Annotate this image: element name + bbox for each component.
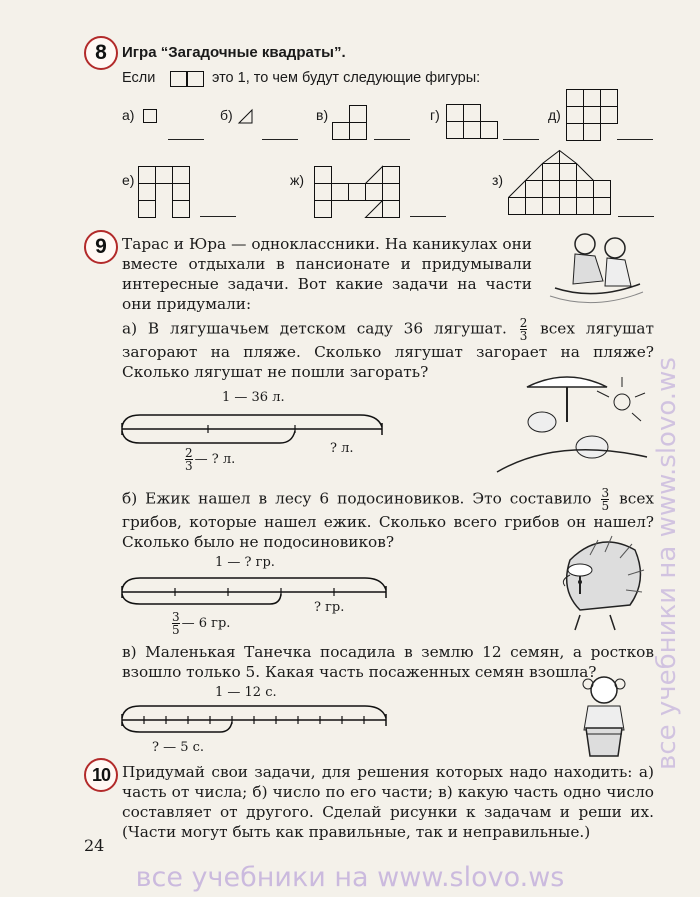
hedgehog-illustration [540,530,650,640]
figure-label-e: д) [548,107,561,123]
diagram-a-top-label: 1 — 36 л. [222,390,285,405]
diagram-c-bottom-label: ? — 5 с. [152,740,205,755]
figure-label-c: в) [316,107,329,123]
diagram-a-bottom-label: $\frac{2}{3}$ — ? л. [185,446,236,473]
frogs-mushroom-illustration [497,367,647,477]
diagram-c-segment [120,698,390,742]
diagram-b-top-label: 1 — ? гр. [215,555,275,570]
task-8-intro-left: Если [122,70,156,86]
answer-blank-a[interactable] [168,138,204,140]
task-8-number-badge: 8 [84,36,118,70]
task-8-title: Игра “Загадочные квадраты”. [122,44,346,61]
task-9b-fraction: $\frac{3}{5}$ [601,486,610,513]
task-9a-text-1: а) В лягушачьем детском саду 36 лягушат. [122,319,507,338]
task-10-text: Придумай свои задачи, для решения которых надо находить: а) часть от числа; б) число по его части; в) какую часть одно число составляет от другого. Сделай рисунки к задачам и реши их. (Части могут быть как правильные, так и неправильные.) [122,763,654,841]
figure-a-square [143,109,159,125]
watermark-side: все учебники на www.slovo.ws [652,357,682,770]
figure-label-g: ж) [290,172,305,188]
figure-c-shape [332,105,368,141]
page-number: 24 [84,836,105,855]
watermark-bottom: все учебники на www.slovo.ws [135,862,565,893]
task-9a-fraction: $\frac{2}{3}$ [519,316,528,343]
task-9-intro-text: Тарас и Юра — одноклассники. На каникулах они вместе отдыхали в пансионате и придумывали интересные задачи. Вот какие задачи на части они придумали: [122,235,532,313]
unit-domino-figure [170,71,206,87]
figure-e-shape [566,89,620,143]
task-9-intro-block [122,234,532,314]
figure-b-triangle [238,109,254,125]
task-9-number-badge: 9 [84,230,118,264]
figure-label-d: г) [430,107,440,123]
task-10-number-badge: 10 [84,758,118,792]
diagram-b-right-label: ? гр. [314,600,345,615]
task-9b-text-2: всех грибов, которые нашел ежик. Сколько всего грибов он нашел? Сколько было не подосиновиков? [122,489,654,551]
boys-illustration [545,226,645,310]
task-10-block [122,762,654,842]
diagram-b-segment [120,570,390,614]
diagram-c-top-label: 1 — 12 с. [215,685,277,700]
figure-label-b: б) [220,107,233,123]
task-8-intro-right: это 1, то чем будут следующие фигуры: [212,70,481,86]
answer-blank-f[interactable] [200,215,236,217]
task-9c-text: в) Маленькая Танечка посадила в землю 12 семян, а ростков взошло только 5. Какая часть посаженных семян взошла? [122,643,654,681]
figure-label-a: а) [122,107,135,123]
answer-blank-e[interactable] [617,138,653,140]
diagram-b-bottom-label: $\frac{3}{5}$ — 6 гр. [172,610,231,637]
figure-label-f: е) [122,172,135,188]
answer-blank-d[interactable] [503,138,539,140]
answer-blank-g[interactable] [410,215,446,217]
answer-blank-b[interactable] [262,138,298,140]
task-9a-text-2: всех лягушат загорают на пляже. Сколько лягушат загорает на пляже? Сколько лягушат не пошли загорать? [122,319,654,381]
figure-f-shape [138,166,192,220]
figure-d-shape [446,104,500,140]
answer-blank-c[interactable] [374,138,410,140]
girl-with-pot-illustration [574,670,644,760]
answer-blank-h[interactable] [618,215,654,217]
figure-g-shape [314,166,406,220]
task-9b-text-1: б) Ежик нашел в лесу 6 подосиновиков. Это составило [122,489,592,508]
diagram-a-right-label: ? л. [330,441,354,456]
figure-h-house-shape [508,150,612,216]
figure-label-h: з) [492,172,504,188]
